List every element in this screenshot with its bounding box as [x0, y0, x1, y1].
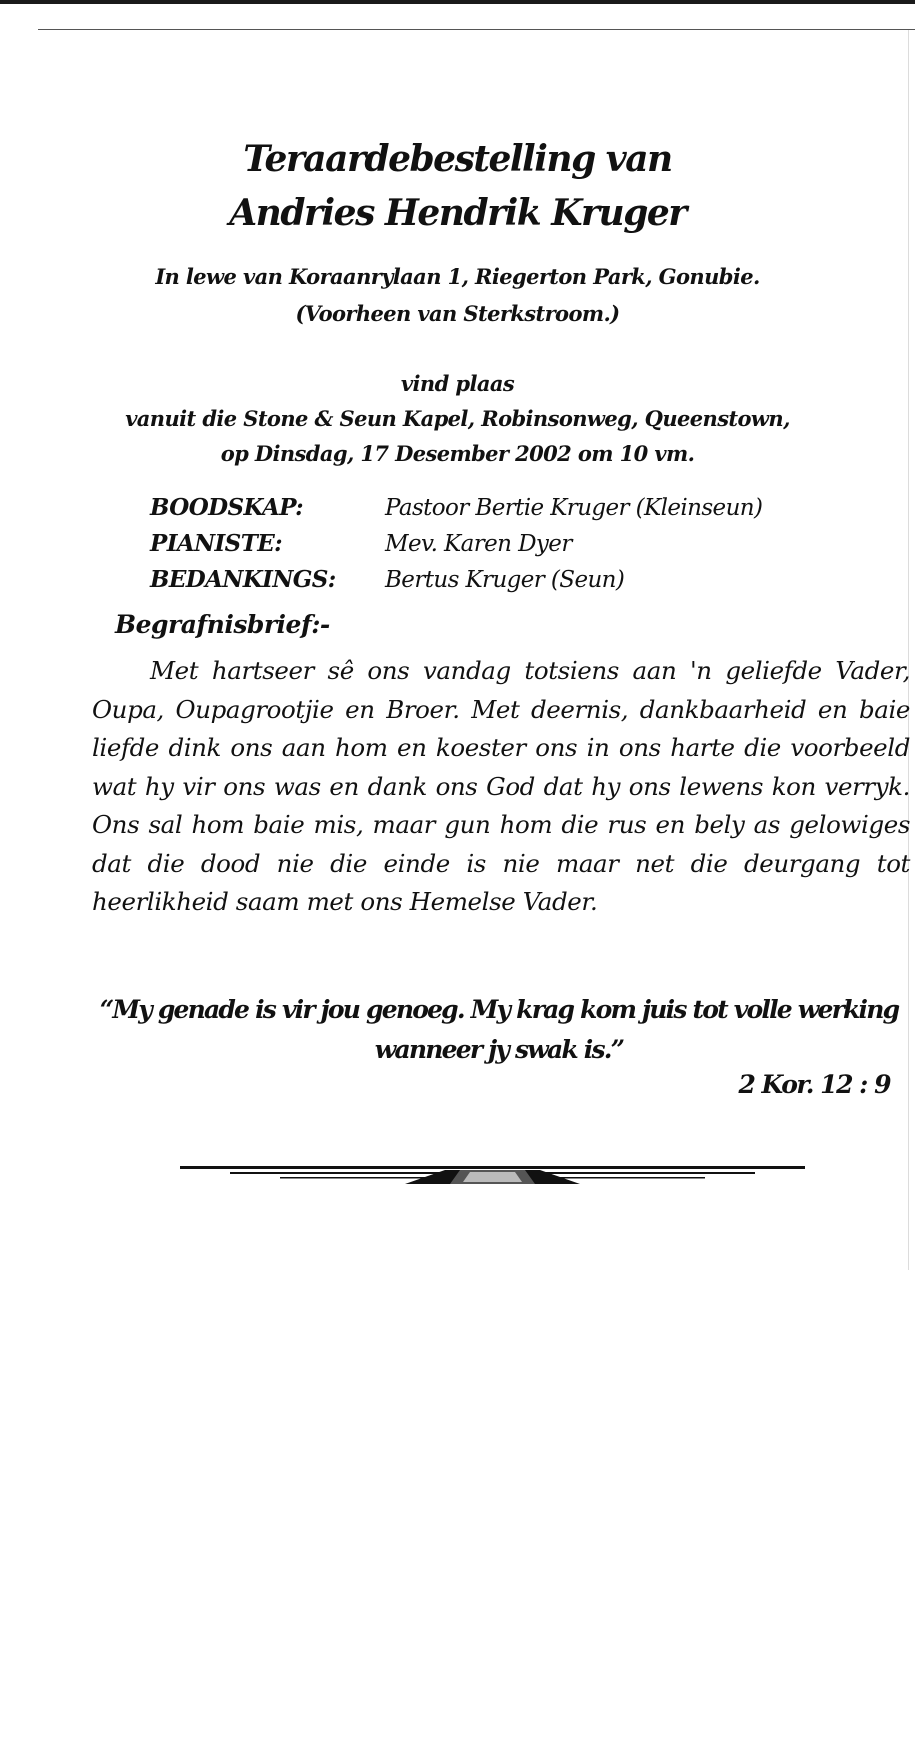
program-row — [150, 526, 850, 562]
scripture-reference: 2 Kor. 12 : 9 — [738, 1070, 890, 1099]
title-line-1: Teraardebestelling van — [243, 138, 672, 180]
program-value: Mev. Karen Dyer — [385, 531, 572, 557]
letter-body: Met hartseer sê ons vandag totsiens aan 'n geliefde Vader, Oupa, Oupagrootjie en Broer. Met deernis, dankbaarheid en baie liefde dink ons aan hom en koester ons in ons harte die voorbeeld wat hy vir ons was en dank ons God dat hy ons lewens kon verryk. Ons sal hom baie mis, maar gun hom die rus en bely as gelowiges dat die dood nie die einde is nie maar net die deurgang tot heerlikheid saam met ons Hemelse Vader. — [92, 656, 910, 916]
title-line-2: Andries Hendrik Kruger — [229, 192, 686, 234]
address-line: In lewe van Koraanrylaan 1, Riegerton Park, Gonubie. — [155, 264, 760, 289]
program-row — [150, 562, 850, 598]
program-label: BOODSKAP: — [150, 494, 303, 521]
program-value: Bertus Kruger (Seun) — [385, 567, 625, 593]
ornamental-divider — [180, 1160, 805, 1190]
program-row — [150, 490, 850, 526]
scripture-quote: “My genade is vir jou genoeg. My krag kom juis tot volle werking wanneer jy swak is.” — [99, 995, 899, 1064]
program-value: Pastoor Bertie Kruger (Kleinseun) — [385, 495, 763, 521]
service-venue: vanuit die Stone & Seun Kapel, Robinsonweg, Queenstown, — [125, 406, 790, 431]
program-label: BEDANKINGS: — [150, 566, 336, 593]
letter-heading: Begrafnisbrief:- — [115, 610, 330, 639]
program-label: PIANISTE: — [150, 530, 283, 557]
service-date: op Dinsdag, 17 Desember 2002 om 10 vm. — [220, 441, 695, 466]
page-top-edge — [0, 0, 915, 4]
program-list — [150, 490, 850, 598]
fold-line — [38, 29, 915, 30]
service-intro: vind plaas — [400, 371, 515, 396]
former-address-line: (Voorheen van Sterkstroom.) — [295, 301, 620, 326]
